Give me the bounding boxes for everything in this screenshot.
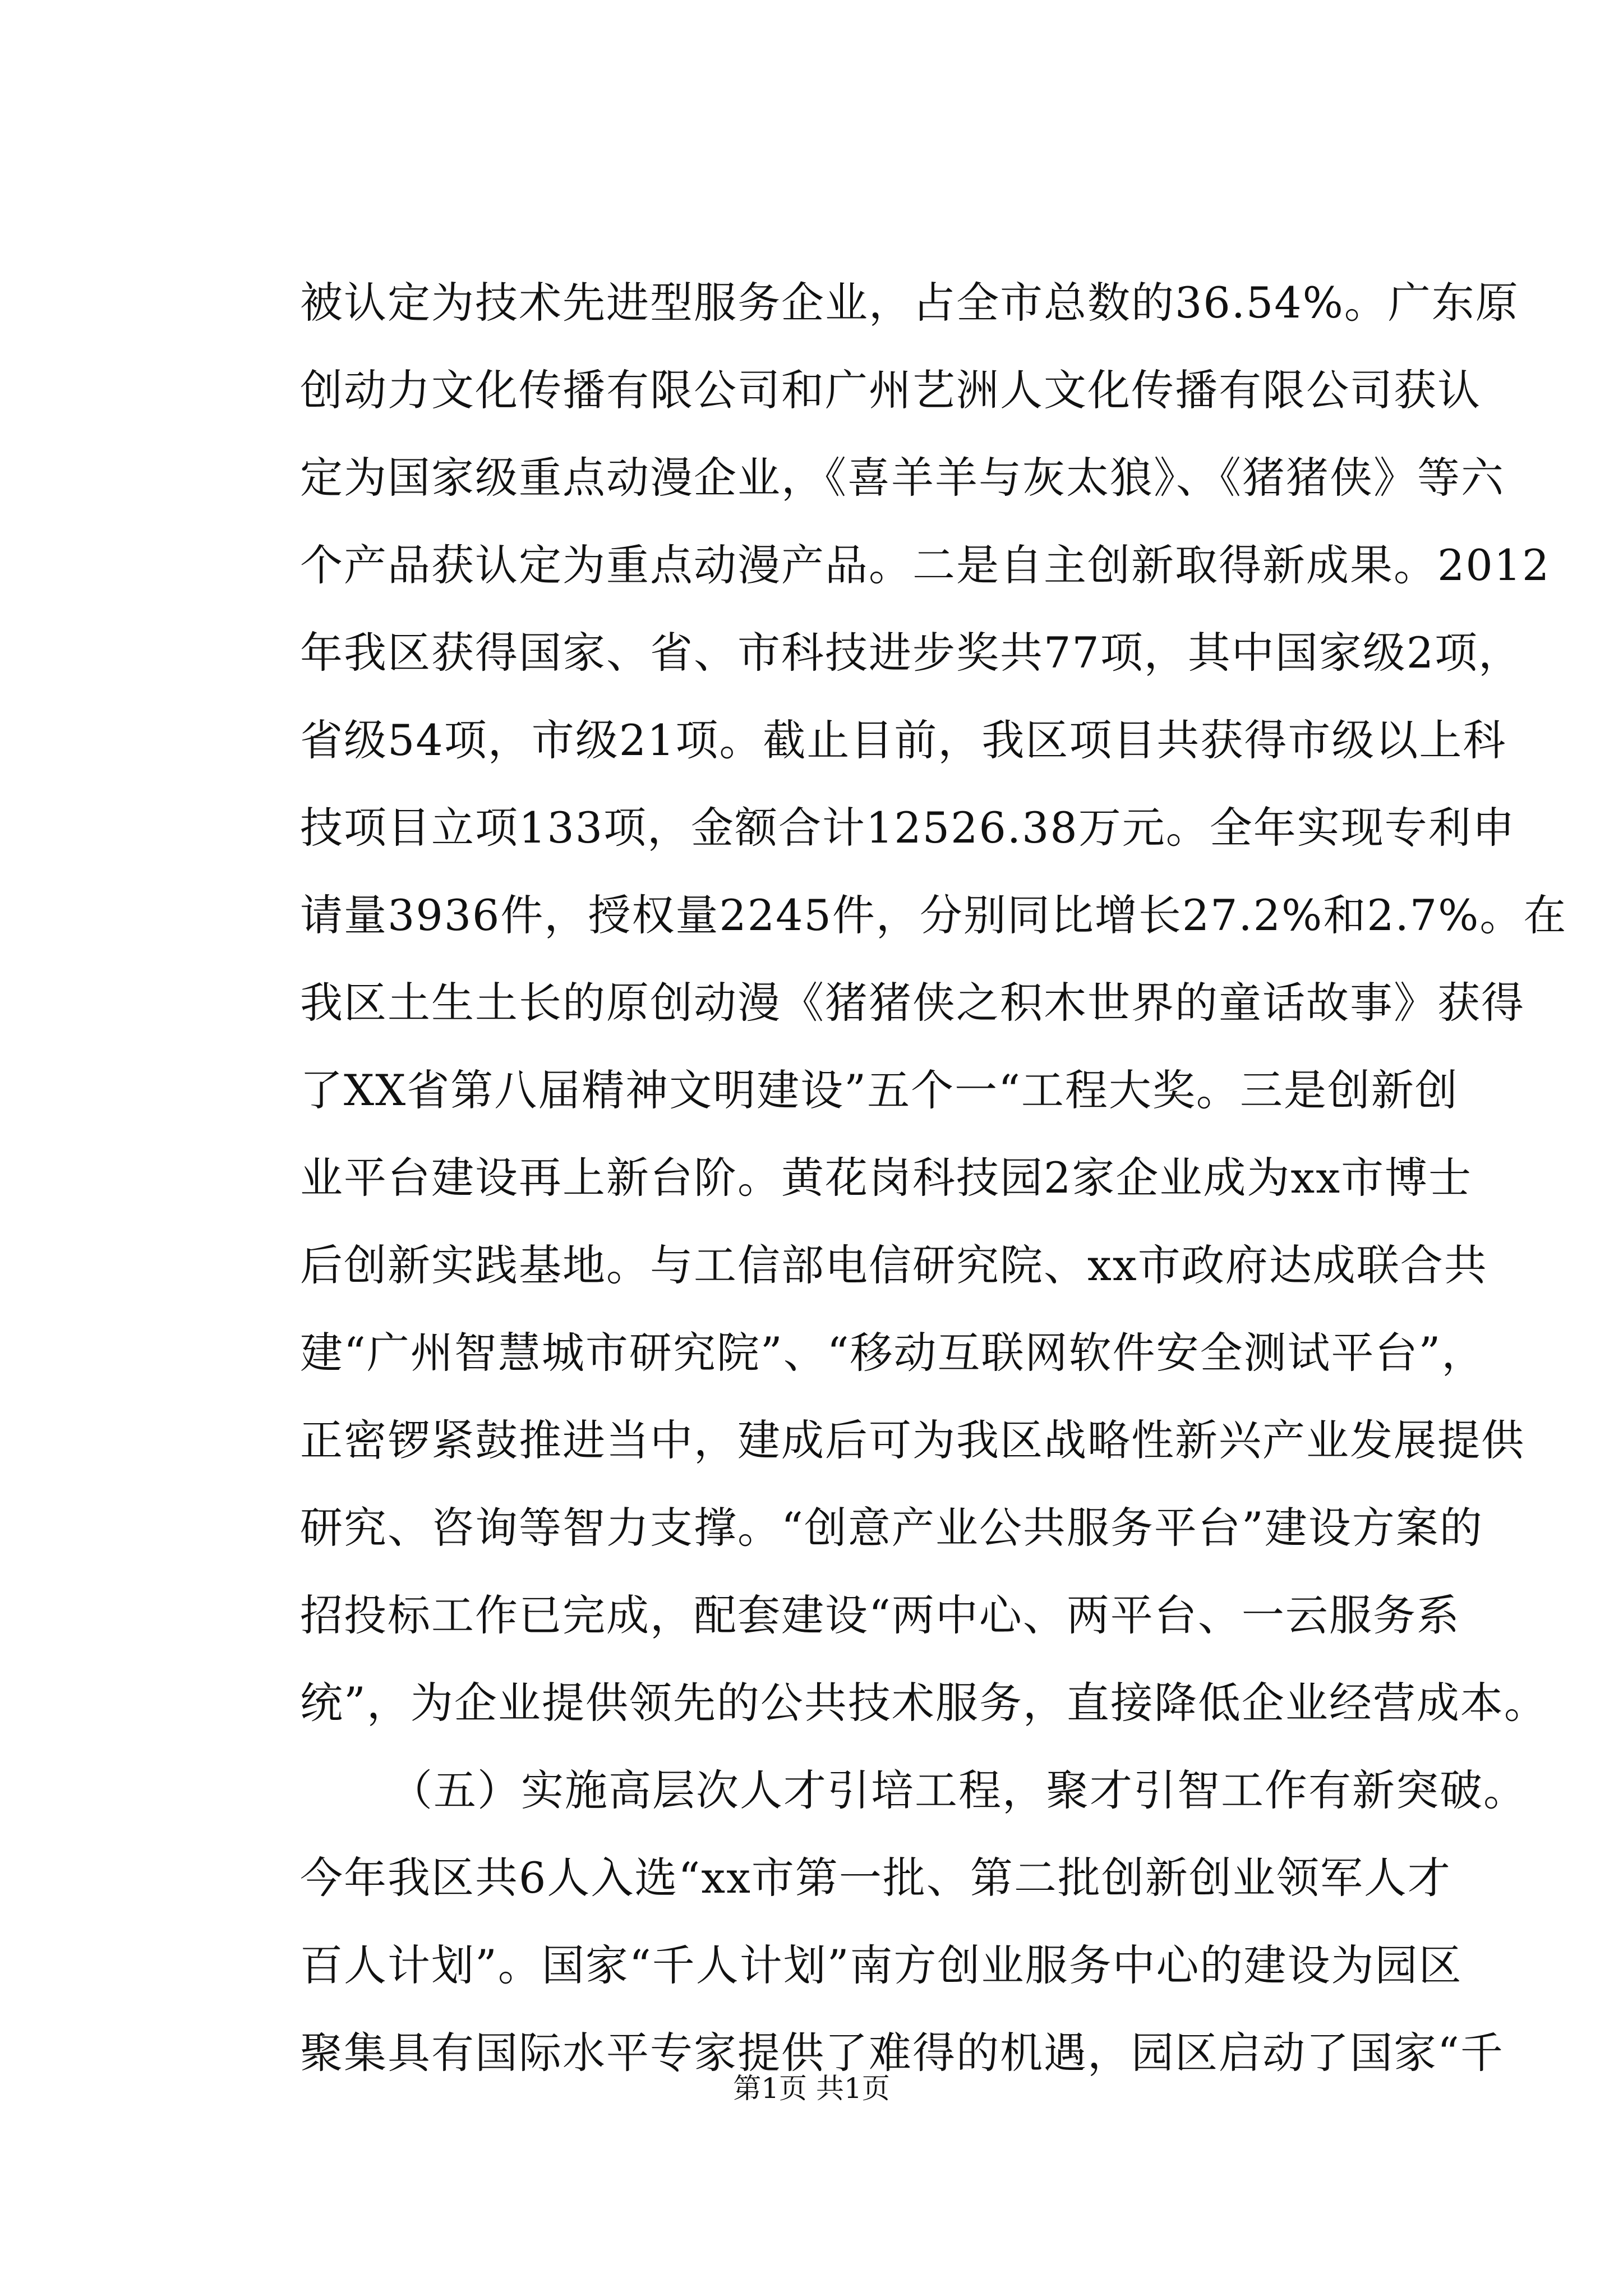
text-line: 定为国家级重点动漫企业，《喜羊羊与灰太狼》、《猪猪侠》等六 xyxy=(300,453,1505,503)
text-line: 研究、咨询等智力支撑。“创意产业公共服务平台”建设方案的 xyxy=(300,1503,1483,1553)
text-line: 我区土生土长的原创动漫《猪猪侠之积木世界的童话故事》获得 xyxy=(300,978,1525,1028)
text-line: 被认定为技术先进型服务企业，占全市总数的36.54%。广东原 xyxy=(300,278,1519,328)
text-line: 省级54项，市级21项。截止目前，我区项目共获得市级以上科 xyxy=(300,715,1507,765)
text-line: 今年我区共6人入选“xx市第一批、第二批创新创业领军人才 xyxy=(300,1853,1451,1903)
text-line: 百人计划”。国家“千人计划”南方创业服务中心的建设为园区 xyxy=(300,1940,1463,1990)
text-line: 招投标工作已完成，配套建设“两中心、两平台、一云服务系 xyxy=(300,1590,1460,1640)
text-line: 年我区获得国家、省、市科技进步奖共77项，其中国家级2项， xyxy=(300,628,1523,678)
text-line: 正密锣紧鼓推进当中，建成后可为我区战略性新兴产业发展提供 xyxy=(300,1415,1525,1465)
text-line: 了XX省第八届精神文明建设”五个一“工程大奖。三是创新创 xyxy=(300,1065,1459,1115)
text-line: 创动力文化传播有限公司和广州艺洲人文化传播有限公司获认 xyxy=(300,365,1481,415)
text-line: 个产品获认定为重点动漫产品。二是自主创新取得新成果。2012 xyxy=(300,540,1551,590)
text-line: 统”，为企业提供领先的公共技术服务，直接降低企业经营成本。 xyxy=(300,1678,1548,1728)
section-heading-line: （五）实施高层次人才引培工程，聚才引智工作有新突破。 xyxy=(390,1765,1527,1815)
text-line: 技项目立项133项，金额合计12526.38万元。全年实现专利申 xyxy=(300,803,1516,853)
document-body xyxy=(300,259,1567,2097)
text-line: 建“广州智慧城市研究院”、“移动互联网软件安全测试平台”， xyxy=(300,1328,1486,1378)
text-line: 聚集具有国际水平专家提供了难得的机遇，园区启动了国家“千 xyxy=(300,2028,1504,2078)
text-line: 后创新实践基地。与工信部电信研究院、xx市政府达成联合共 xyxy=(300,1240,1488,1290)
text-line: 业平台建设再上新台阶。黄花岗科技园2家企业成为xx市博士 xyxy=(300,1153,1473,1203)
page-footer: 第1页 共1页 xyxy=(733,2072,890,2105)
text-line: 请量3936件，授权量2245件，分别同比增长27.2%和2.7%。在 xyxy=(300,890,1567,940)
